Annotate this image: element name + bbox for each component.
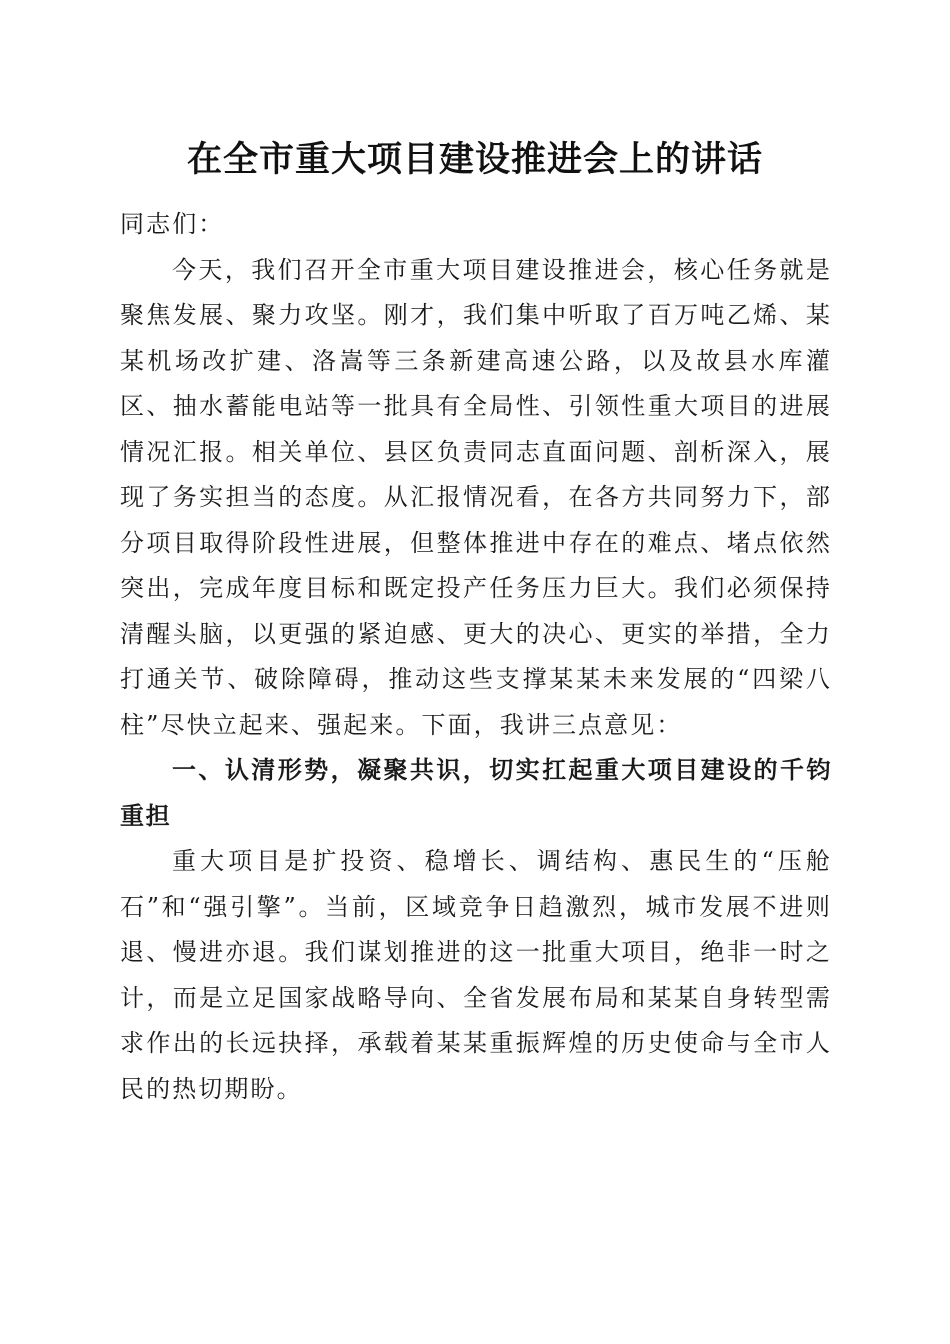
section-paragraph: 重大项目是扩投资、稳增长、调结构、惠民生的“压舱石”和“强引擎”。当前，区域竞争日趋激烈，城市发展不进则退、慢进亦退。我们谋划推进的这一批重大项目，绝非一时之计，而是立足国家战略导向、全省发展布局和某某自身转型需求作出的长远抉择，承载着某某重振辉煌的历史使命与全市人民的热切期盼。 [120,847,832,1103]
section-heading: 一、认清形势，凝聚共识，切实扛起重大项目建设的千钧重担 [120,756,832,830]
intro-paragraph: 今天，我们召开全市重大项目建设推进会，核心任务就是聚焦发展、聚力攻坚。刚才，我们集中听取了百万吨乙烯、某某机场改扩建、洛嵩等三条新建高速公路，以及故县水库灌区、抽水蓄能电站等一批具有全局性、引领性重大项目的进展情况汇报。相关单位、县区负责同志直面问题、剖析深入，展现了务实担当的态度。从汇报情况看，在各方共同努力下，部分项目取得阶段性进展，但整体推进中存在的难点、堵点依然突出，完成年度目标和既定投产任务压力巨大。我们必须保持清醒头脑，以更强的紧迫感、更大的决心、更实的举措，全力打通关节、破除障碍，推动这些支撑某某未来发展的“四梁八柱”尽快立起来、强起来。下面，我讲三点意见： [120,255,832,739]
document-title: 在全市重大项目建设推进会上的讲话 [186,140,763,180]
document-body [120,202,832,1112]
salutation: 同志们： [120,210,225,238]
